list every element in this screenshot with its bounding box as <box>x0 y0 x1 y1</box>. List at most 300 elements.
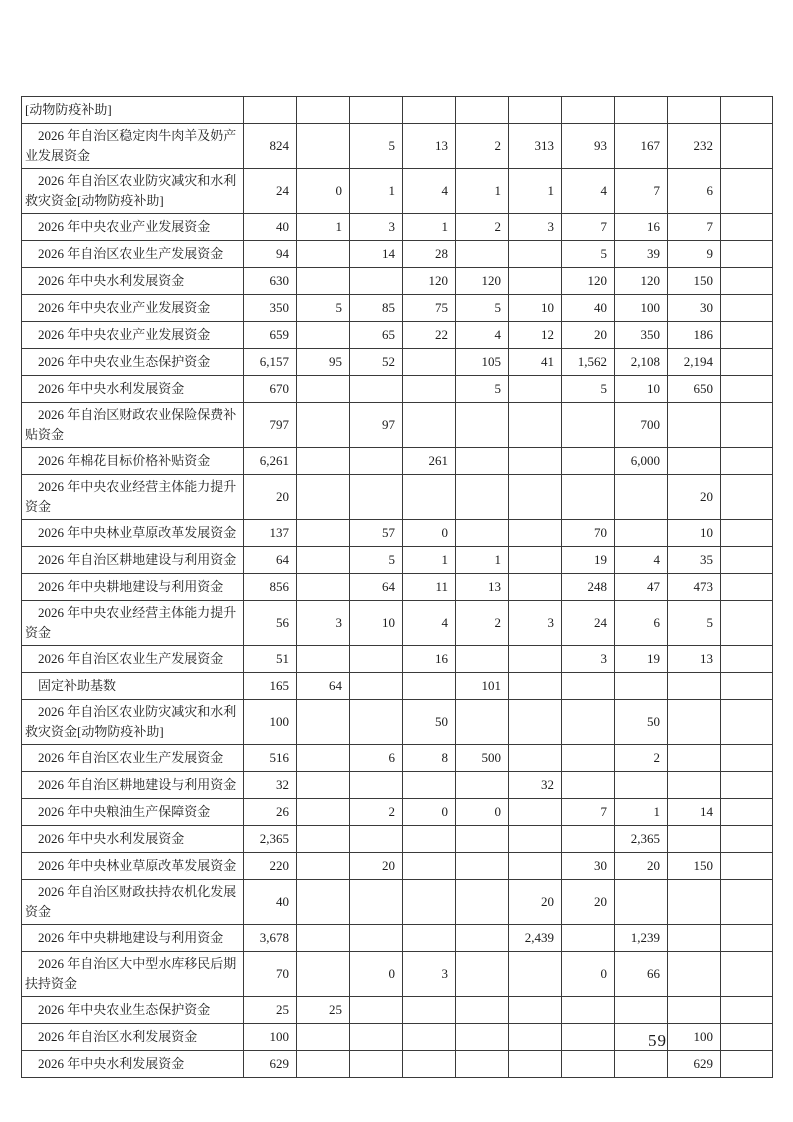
row-label: 2026 年自治区农业防灾减灾和水利救灾资金[动物防疫补助] <box>22 169 244 214</box>
cell-value: 1 <box>456 547 509 574</box>
cell-value: 797 <box>244 403 297 448</box>
cell-value <box>350 1051 403 1078</box>
cell-value: 4 <box>403 169 456 214</box>
cell-value <box>721 997 773 1024</box>
cell-value: 105 <box>456 349 509 376</box>
cell-value <box>403 1051 456 1078</box>
row-label: 2026 年中央农业生态保护资金 <box>22 997 244 1024</box>
cell-value: 1 <box>456 169 509 214</box>
cell-value: 64 <box>350 574 403 601</box>
cell-value: 6 <box>615 601 668 646</box>
cell-value: 2,194 <box>668 349 721 376</box>
cell-value: 186 <box>668 322 721 349</box>
cell-value: 12 <box>509 322 562 349</box>
cell-value <box>509 547 562 574</box>
cell-value <box>721 475 773 520</box>
cell-value <box>350 268 403 295</box>
cell-value <box>721 295 773 322</box>
cell-value <box>350 772 403 799</box>
cell-value <box>721 700 773 745</box>
table-row <box>22 268 773 295</box>
cell-value <box>615 997 668 1024</box>
cell-value: 120 <box>562 268 615 295</box>
cell-value <box>456 1051 509 1078</box>
cell-value: 0 <box>456 799 509 826</box>
cell-value <box>297 799 350 826</box>
cell-value: 13 <box>456 574 509 601</box>
cell-value: 1 <box>297 214 350 241</box>
row-label: 2026 年中央林业草原改革发展资金 <box>22 853 244 880</box>
table-row <box>22 124 773 169</box>
cell-value <box>297 853 350 880</box>
cell-value <box>509 745 562 772</box>
cell-value: 3 <box>509 214 562 241</box>
cell-value <box>403 376 456 403</box>
cell-value: 20 <box>615 853 668 880</box>
row-label: 2026 年中央农业经营主体能力提升资金 <box>22 475 244 520</box>
cell-value: 650 <box>668 376 721 403</box>
cell-value <box>562 1051 615 1078</box>
table-row <box>22 997 773 1024</box>
cell-value <box>456 646 509 673</box>
cell-value: 40 <box>562 295 615 322</box>
table-row <box>22 169 773 214</box>
row-label: 2026 年中央水利发展资金 <box>22 826 244 853</box>
cell-value <box>721 1024 773 1051</box>
cell-value <box>456 952 509 997</box>
cell-value <box>509 1051 562 1078</box>
cell-value <box>509 1024 562 1051</box>
cell-value: 13 <box>403 124 456 169</box>
cell-value: 30 <box>562 853 615 880</box>
cell-value <box>297 1051 350 1078</box>
cell-value: 1 <box>509 169 562 214</box>
cell-value <box>297 268 350 295</box>
cell-value <box>297 574 350 601</box>
cell-value <box>297 646 350 673</box>
cell-value <box>562 826 615 853</box>
cell-value <box>562 700 615 745</box>
cell-value <box>721 448 773 475</box>
cell-value <box>721 376 773 403</box>
cell-value <box>403 772 456 799</box>
cell-value <box>721 799 773 826</box>
row-label: 2026 年中央耕地建设与利用资金 <box>22 574 244 601</box>
table-row <box>22 448 773 475</box>
cell-value: 95 <box>297 349 350 376</box>
cell-value: 100 <box>244 1024 297 1051</box>
cell-value: 22 <box>403 322 456 349</box>
cell-value <box>297 745 350 772</box>
cell-value <box>668 745 721 772</box>
cell-value: 47 <box>615 574 668 601</box>
cell-value <box>615 520 668 547</box>
cell-value: 2,108 <box>615 349 668 376</box>
cell-value: 20 <box>562 322 615 349</box>
cell-value: 2 <box>456 214 509 241</box>
cell-value <box>297 475 350 520</box>
row-label: 2026 年自治区农业生产发展资金 <box>22 646 244 673</box>
cell-value <box>456 925 509 952</box>
cell-value <box>509 673 562 700</box>
cell-value <box>668 673 721 700</box>
table-row <box>22 826 773 853</box>
cell-value <box>403 853 456 880</box>
cell-value <box>456 448 509 475</box>
cell-value <box>721 574 773 601</box>
cell-value <box>456 880 509 925</box>
table-row <box>22 520 773 547</box>
cell-value: 167 <box>615 124 668 169</box>
cell-value: 32 <box>509 772 562 799</box>
cell-value: 165 <box>244 673 297 700</box>
cell-value <box>721 403 773 448</box>
cell-value: 0 <box>350 952 403 997</box>
cell-value: 516 <box>244 745 297 772</box>
cell-value <box>297 772 350 799</box>
cell-value: 19 <box>562 547 615 574</box>
cell-value <box>721 826 773 853</box>
cell-value: 120 <box>456 268 509 295</box>
cell-value <box>297 952 350 997</box>
row-label: 2026 年自治区耕地建设与利用资金 <box>22 772 244 799</box>
cell-value <box>615 772 668 799</box>
cell-value <box>403 826 456 853</box>
cell-value: 75 <box>403 295 456 322</box>
cell-value <box>615 97 668 124</box>
cell-value: 3 <box>562 646 615 673</box>
cell-value: 16 <box>403 646 456 673</box>
row-label: 2026 年棉花目标价格补贴资金 <box>22 448 244 475</box>
table-row <box>22 403 773 448</box>
cell-value <box>350 880 403 925</box>
row-label: 2026 年自治区农业生产发展资金 <box>22 745 244 772</box>
row-label: 2026 年中央农业经营主体能力提升资金 <box>22 601 244 646</box>
cell-value: 1 <box>350 169 403 214</box>
cell-value: 473 <box>668 574 721 601</box>
cell-value <box>403 997 456 1024</box>
cell-value: 659 <box>244 322 297 349</box>
cell-value: 670 <box>244 376 297 403</box>
cell-value: 630 <box>244 268 297 295</box>
row-label: [动物防疫补助] <box>22 97 244 124</box>
cell-value <box>297 403 350 448</box>
cell-value: 5 <box>562 376 615 403</box>
page-number: 59 <box>648 1031 667 1050</box>
cell-value: 7 <box>615 169 668 214</box>
cell-value <box>562 97 615 124</box>
cell-value <box>562 403 615 448</box>
cell-value <box>721 1051 773 1078</box>
cell-value: 51 <box>244 646 297 673</box>
cell-value: 6,261 <box>244 448 297 475</box>
cell-value: 629 <box>244 1051 297 1078</box>
table-row <box>22 295 773 322</box>
table-row <box>22 214 773 241</box>
cell-value <box>297 97 350 124</box>
cell-value: 1 <box>403 547 456 574</box>
cell-value <box>509 448 562 475</box>
cell-value: 700 <box>615 403 668 448</box>
cell-value <box>403 673 456 700</box>
cell-value: 20 <box>350 853 403 880</box>
cell-value <box>721 520 773 547</box>
cell-value: 5 <box>350 124 403 169</box>
cell-value: 4 <box>403 601 456 646</box>
cell-value <box>509 268 562 295</box>
cell-value: 100 <box>668 1024 721 1051</box>
table-row <box>22 475 773 520</box>
cell-value <box>509 826 562 853</box>
table-row <box>22 880 773 925</box>
cell-value <box>721 349 773 376</box>
cell-value <box>668 826 721 853</box>
cell-value <box>350 448 403 475</box>
cell-value: 8 <box>403 745 456 772</box>
cell-value: 11 <box>403 574 456 601</box>
table-row <box>22 601 773 646</box>
cell-value <box>509 376 562 403</box>
cell-value <box>721 646 773 673</box>
table-row <box>22 772 773 799</box>
row-label: 2026 年自治区财政农业保险保费补贴资金 <box>22 403 244 448</box>
table-row <box>22 925 773 952</box>
cell-value: 137 <box>244 520 297 547</box>
table-row <box>22 97 773 124</box>
row-label: 固定补助基数 <box>22 673 244 700</box>
cell-value <box>509 997 562 1024</box>
cell-value <box>403 97 456 124</box>
cell-value <box>456 826 509 853</box>
cell-value <box>615 1051 668 1078</box>
cell-value: 0 <box>403 520 456 547</box>
cell-value: 25 <box>297 997 350 1024</box>
cell-value <box>297 520 350 547</box>
cell-value: 93 <box>562 124 615 169</box>
cell-value: 101 <box>456 673 509 700</box>
cell-value: 5 <box>297 295 350 322</box>
cell-value: 6 <box>350 745 403 772</box>
cell-value: 41 <box>509 349 562 376</box>
cell-value: 6 <box>668 169 721 214</box>
table-row <box>22 952 773 997</box>
cell-value <box>297 880 350 925</box>
cell-value: 50 <box>615 700 668 745</box>
cell-value: 40 <box>244 214 297 241</box>
cell-value <box>562 997 615 1024</box>
row-label: 2026 年中央水利发展资金 <box>22 268 244 295</box>
cell-value <box>562 448 615 475</box>
cell-value <box>350 925 403 952</box>
cell-value <box>668 925 721 952</box>
row-label: 2026 年中央粮油生产保障资金 <box>22 799 244 826</box>
cell-value: 100 <box>244 700 297 745</box>
cell-value <box>509 700 562 745</box>
cell-value: 120 <box>403 268 456 295</box>
cell-value: 5 <box>456 376 509 403</box>
cell-value <box>562 925 615 952</box>
cell-value: 7 <box>562 214 615 241</box>
row-label: 2026 年自治区大中型水库移民后期扶持资金 <box>22 952 244 997</box>
cell-value <box>350 700 403 745</box>
cell-value: 4 <box>562 169 615 214</box>
cell-value: 3,678 <box>244 925 297 952</box>
cell-value: 2,439 <box>509 925 562 952</box>
cell-value: 1 <box>615 799 668 826</box>
cell-value <box>350 646 403 673</box>
table-row <box>22 349 773 376</box>
cell-value <box>668 952 721 997</box>
cell-value: 40 <box>244 880 297 925</box>
cell-value <box>668 403 721 448</box>
cell-value <box>403 475 456 520</box>
cell-value <box>297 124 350 169</box>
cell-value: 66 <box>615 952 668 997</box>
cell-value <box>721 169 773 214</box>
cell-value: 1,239 <box>615 925 668 952</box>
cell-value <box>509 853 562 880</box>
cell-value <box>456 475 509 520</box>
cell-value: 150 <box>668 853 721 880</box>
row-label: 2026 年中央农业产业发展资金 <box>22 214 244 241</box>
cell-value <box>562 745 615 772</box>
cell-value: 57 <box>350 520 403 547</box>
cell-value: 1,562 <box>562 349 615 376</box>
cell-value <box>721 124 773 169</box>
cell-value <box>721 673 773 700</box>
cell-value <box>403 349 456 376</box>
cell-value: 14 <box>668 799 721 826</box>
table-row <box>22 376 773 403</box>
cell-value: 13 <box>668 646 721 673</box>
cell-value <box>350 997 403 1024</box>
cell-value: 14 <box>350 241 403 268</box>
cell-value <box>456 700 509 745</box>
cell-value <box>456 520 509 547</box>
cell-value: 0 <box>562 952 615 997</box>
cell-value: 70 <box>244 952 297 997</box>
table-row <box>22 574 773 601</box>
cell-value: 25 <box>244 997 297 1024</box>
cell-value <box>721 241 773 268</box>
table-row <box>22 322 773 349</box>
cell-value: 150 <box>668 268 721 295</box>
cell-value: 10 <box>509 295 562 322</box>
cell-value: 20 <box>244 475 297 520</box>
cell-value: 350 <box>615 322 668 349</box>
cell-value: 1 <box>403 214 456 241</box>
cell-value: 7 <box>668 214 721 241</box>
cell-value <box>456 1024 509 1051</box>
cell-value: 10 <box>350 601 403 646</box>
cell-value <box>244 97 297 124</box>
cell-value: 20 <box>562 880 615 925</box>
cell-value <box>721 925 773 952</box>
cell-value: 3 <box>297 601 350 646</box>
cell-value <box>297 925 350 952</box>
cell-value <box>615 475 668 520</box>
cell-value <box>350 673 403 700</box>
row-label: 2026 年自治区农业生产发展资金 <box>22 241 244 268</box>
cell-value <box>668 772 721 799</box>
cell-value: 856 <box>244 574 297 601</box>
cell-value: 94 <box>244 241 297 268</box>
table-row <box>22 241 773 268</box>
cell-value: 64 <box>297 673 350 700</box>
cell-value <box>297 241 350 268</box>
cell-value: 20 <box>509 880 562 925</box>
cell-value <box>297 376 350 403</box>
cell-value <box>509 241 562 268</box>
cell-value: 3 <box>350 214 403 241</box>
table-row <box>22 745 773 772</box>
row-label: 2026 年自治区财政扶持农机化发展资金 <box>22 880 244 925</box>
cell-value: 30 <box>668 295 721 322</box>
table-row <box>22 646 773 673</box>
cell-value <box>350 97 403 124</box>
cell-value: 248 <box>562 574 615 601</box>
cell-value: 7 <box>562 799 615 826</box>
cell-value: 26 <box>244 799 297 826</box>
cell-value: 10 <box>668 520 721 547</box>
cell-value: 0 <box>297 169 350 214</box>
cell-value <box>509 952 562 997</box>
cell-value: 6,000 <box>615 448 668 475</box>
cell-value: 16 <box>615 214 668 241</box>
budget-table <box>21 96 773 1078</box>
cell-value <box>403 880 456 925</box>
table-row <box>22 853 773 880</box>
cell-value <box>509 574 562 601</box>
cell-value: 261 <box>403 448 456 475</box>
cell-value <box>668 997 721 1024</box>
cell-value: 4 <box>456 322 509 349</box>
row-label: 2026 年中央农业产业发展资金 <box>22 322 244 349</box>
table-row <box>22 673 773 700</box>
cell-value: 56 <box>244 601 297 646</box>
cell-value <box>509 520 562 547</box>
cell-value <box>668 880 721 925</box>
cell-value: 50 <box>403 700 456 745</box>
cell-value <box>721 772 773 799</box>
cell-value: 64 <box>244 547 297 574</box>
cell-value <box>721 268 773 295</box>
cell-value: 35 <box>668 547 721 574</box>
cell-value: 2,365 <box>244 826 297 853</box>
cell-value <box>562 673 615 700</box>
cell-value: 5 <box>668 601 721 646</box>
cell-value <box>615 880 668 925</box>
cell-value: 5 <box>456 295 509 322</box>
cell-value: 5 <box>562 241 615 268</box>
row-label: 2026 年自治区耕地建设与利用资金 <box>22 547 244 574</box>
cell-value <box>562 1024 615 1051</box>
cell-value <box>297 826 350 853</box>
cell-value: 100 <box>615 295 668 322</box>
cell-value <box>668 97 721 124</box>
cell-value <box>456 403 509 448</box>
cell-value <box>297 448 350 475</box>
cell-value <box>403 1024 456 1051</box>
cell-value <box>509 799 562 826</box>
table-row <box>22 1051 773 1078</box>
cell-value <box>350 376 403 403</box>
cell-value <box>403 403 456 448</box>
cell-value: 65 <box>350 322 403 349</box>
table-row <box>22 547 773 574</box>
cell-value <box>456 97 509 124</box>
budget-table-body <box>22 97 773 1078</box>
